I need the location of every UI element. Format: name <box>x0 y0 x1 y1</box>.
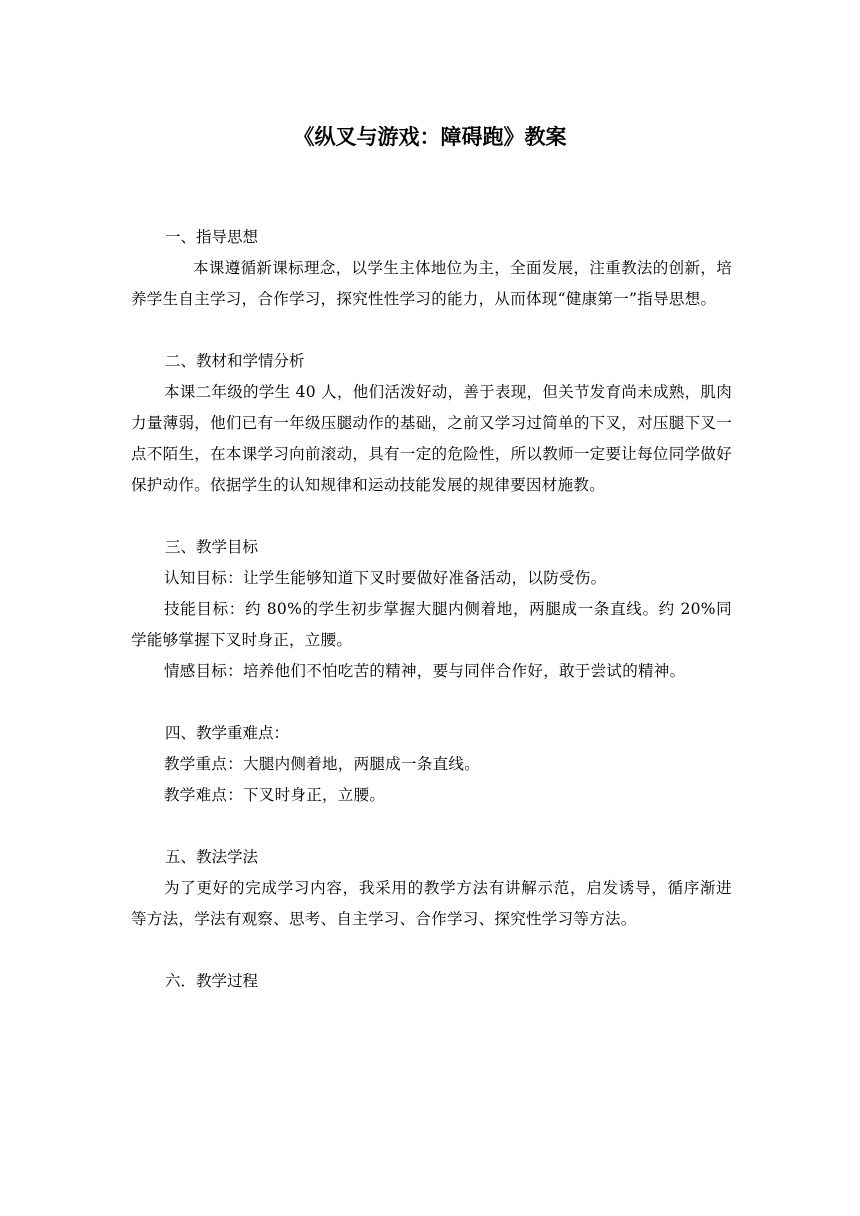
section-heading-teaching-process: 六．教学过程 <box>165 972 259 990</box>
paragraph-skill-goal: 技能目标：约 80%的学生初步掌握大腿内侧着地，两腿成一条直线。约 20%同学能够掌握下叉时身正，立腰。 <box>131 600 732 649</box>
section-spacer <box>131 315 732 346</box>
section-spacer <box>131 501 732 532</box>
section-heading-material-analysis: 二、教材和学情分析 <box>165 352 305 370</box>
document-body <box>131 222 732 997</box>
section-heading-key-points: 四、教学重难点： <box>165 724 290 742</box>
paragraph-difficult-point: 教学难点：下叉时身正，立腰。 <box>164 786 386 804</box>
section-heading-teaching-goals: 三、教学目标 <box>165 538 259 556</box>
paragraph-emotional-goal: 情感目标：培养他们不怕吃苦的精神，要与同伴合作好，敢于尝试的精神。 <box>164 662 686 680</box>
paragraph-key-point: 教学重点：大腿内侧着地，两腿成一条直线。 <box>164 755 481 773</box>
paragraph-cognitive-goal: 认知目标：让学生能够知道下叉时要做好准备活动，以防受伤。 <box>164 569 607 587</box>
paragraph-guiding-thought: 本课遵循新课标理念，以学生主体地位为主，全面发展，注重教法的创新，培养学生自主学习，合作学习，探究性性学习的能力，从而体现“健康第一”指导思想。 <box>131 259 732 308</box>
section-heading-guiding-thought: 一、指导思想 <box>165 228 259 246</box>
section-heading-methods: 五、教法学法 <box>165 848 259 866</box>
section-spacer <box>131 811 732 842</box>
section-spacer <box>131 935 732 966</box>
section-spacer <box>131 687 732 718</box>
paragraph-material-analysis: 本课二年级的学生 40 人，他们活泼好动，善于表现，但关节发育尚未成熟，肌肉力量薄弱，他们已有一年级压腿动作的基础，之前又学习过简单的下叉，对压腿下叉一点不陌生，在本课学习向前滚动，具有一定的危险性，所以教师一定要让每位同学做好保护动作。依据学生的认知规律和运动技能发展的规律要因材施教。 <box>131 383 732 494</box>
paragraph-methods: 为了更好的完成学习内容，我采用的教学方法有讲解示范，启发诱导，循序渐进等方法，学法有观察、思考、自主学习、合作学习、探究性学习等方法。 <box>131 879 732 928</box>
document-title: 《纵叉与游戏：障碍跑》教案 <box>293 125 567 149</box>
